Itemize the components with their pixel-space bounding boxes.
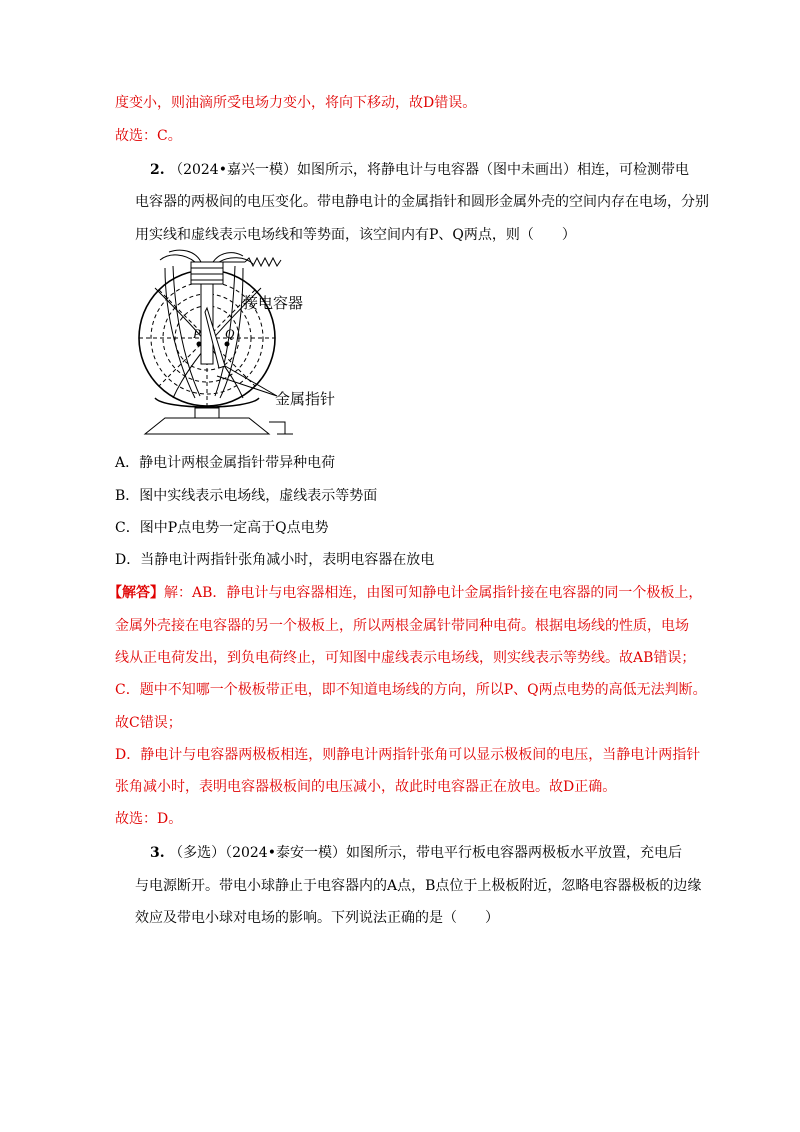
q2-text1: （2024•嘉兴一模）如图所示，将静电计与电容器（图中未画出）相连，可检测带电 <box>169 162 689 178</box>
q2-answer-line4: C．题中不知哪一个极板带正电，即不知道电场线的方向，所以P、Q两点电势的高低无法判断。 <box>115 682 707 698</box>
answer-tag: 【解答】 <box>108 585 164 601</box>
q2-answer-line1 <box>108 583 702 603</box>
label-q: Q <box>225 326 235 341</box>
q3-line1 <box>150 843 682 863</box>
q2-answer-line3: 线从正电荷发出，到负电荷终止，可知图中虚线表示电场线，则实线表示等势线。故AB错误； <box>115 650 696 666</box>
q2-option-d: D．当静电计两指针张角减小时，表明电容器在放电 <box>115 552 435 568</box>
q2-answer-line7: 张角减小时，表明电容器极板间的电压减小，故此时电容器正在放电。故D正确。 <box>115 779 617 795</box>
answer-text1: 解：AB．静电计与电容器相连，由图可知静电计金属指针接在电容器的同一个极板上， <box>164 585 703 601</box>
q3-line3: 效应及带电小球对电场的影响。下列说法正确的是（ ） <box>135 910 499 926</box>
q2-answer-line6: D．静电计与电容器两极板相连，则静电计两指针张角可以显示极板间的电压，当静电计两指针 <box>115 747 701 763</box>
q3-text1: （多选）（2024•泰安一模）如图所示，带电平行板电容器两极板水平放置，充电后 <box>169 845 682 861</box>
q2-answer-line5: 故C错误； <box>115 715 182 731</box>
q2-line2: 电容器的两极间的电压变化。带电静电计的金属指针和圆形金属外壳的空间内存在电场，分别 <box>135 194 709 210</box>
prev-answer-tail: 度变小，则油滴所受电场力变小，将向下移动，故D错误。 <box>115 95 477 111</box>
q2-line1 <box>150 160 689 180</box>
q2-answer-choice: 故选：D。 <box>115 811 183 827</box>
label-metal-needle: 金属指针 <box>275 390 336 408</box>
electroscope-drawing <box>125 248 325 438</box>
q2-option-a: A．静电计两根金属指针带异种电荷 <box>115 455 336 471</box>
prev-answer-choice: 故选：C。 <box>115 128 182 144</box>
q2-number: 2. <box>150 162 165 178</box>
q3-line2: 与电源断开。带电小球静止于电容器内的A点，B点位于上极板附近，忽略电容器极板的边缘 <box>135 878 702 894</box>
label-p: P <box>193 326 201 341</box>
q3-number: 3. <box>150 845 165 861</box>
q2-line3: 用实线和虚线表示电场线和等势面，该空间内有P、Q两点，则（ ） <box>135 227 576 243</box>
q2-option-b: B．图中实线表示电场线，虚线表示等势面 <box>115 488 378 504</box>
label-connect-capacitor: 接电容器 <box>243 294 304 312</box>
q2-answer-line2: 金属外壳接在电容器的另一个极板上，所以两根金属针带同种电荷。根据电场线的性质，电场 <box>115 618 689 634</box>
q2-option-c: C．图中P点电势一定高于Q点电势 <box>115 520 329 536</box>
electroscope-figure <box>125 248 336 438</box>
